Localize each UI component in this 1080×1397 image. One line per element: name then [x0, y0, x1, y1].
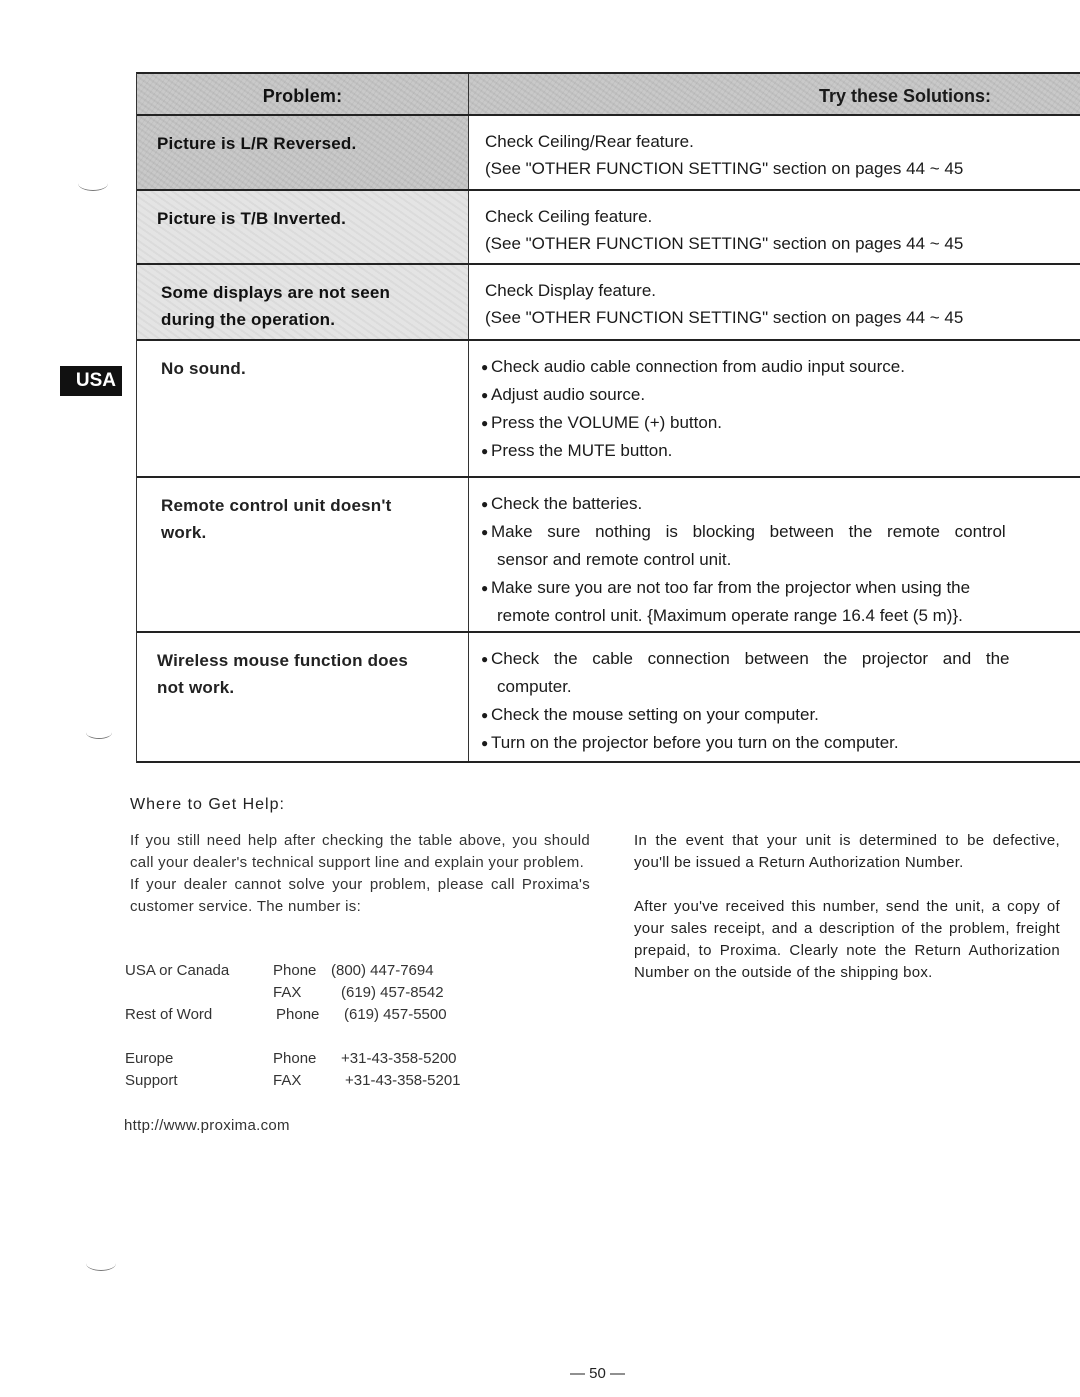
problem-cell [137, 633, 469, 761]
solution-text: Check the cable connection between the projector and the [491, 649, 1010, 668]
troubleshooting-table [136, 72, 1080, 763]
table-row [137, 191, 1080, 265]
help-paragraph: If your dealer cannot solve your problem, please call Proxima's customer service. The number is: [130, 876, 590, 915]
contact-region: USA or Canada [125, 962, 230, 979]
contact-region [125, 982, 273, 1004]
help-paragraph: After you've received this number, send the unit, a copy of your sales receipt, and a description of the problem, freight prepaid, to Proxima. Clearly note the Return Authorization Number on the outside of the shipping box. [634, 898, 1060, 981]
contact-type: FAX [273, 984, 302, 1001]
solution-text: Turn on the projector before you turn on the computer. [491, 733, 899, 752]
problem-cell [137, 341, 469, 476]
website-link[interactable]: http://www.proxima.com [124, 1117, 290, 1134]
solution-continuation: remote control unit. {Maximum operate range 16.4 feet (5 m)}. [497, 606, 963, 625]
solution-text: Press the VOLUME (+) button. [491, 413, 723, 432]
bullet-icon: ● [481, 525, 489, 539]
page-number: — 50 — [570, 1365, 626, 1382]
table-row [137, 265, 1080, 341]
solution-text: Check the mouse setting on your computer. [491, 705, 819, 724]
contact-type: Phone [273, 1050, 317, 1067]
solution-text: Make sure you are not too far from the projector when using the [491, 578, 971, 597]
problem-cell [137, 265, 469, 339]
bullet-icon: ● [481, 444, 489, 458]
solution-cell [469, 265, 1080, 339]
solution-line: Check Ceiling feature. [485, 207, 653, 226]
table-row [137, 116, 1080, 191]
contact-region: Europe [125, 1050, 174, 1067]
solution-cell [469, 478, 1080, 631]
contact-region: Rest of Word [125, 1006, 213, 1023]
solution-line: (See "OTHER FUNCTION SETTING" section on pages 44 ~ 45 [485, 159, 964, 178]
contact-row [125, 1004, 461, 1026]
problem-text: work. [161, 523, 207, 542]
solution-bullet [481, 381, 1080, 409]
solution-bullet [481, 645, 1080, 673]
bullet-icon: ● [481, 736, 489, 750]
solution-bullet [481, 409, 1080, 437]
solution-line: Check Ceiling/Rear feature. [485, 132, 694, 151]
solution-cell [469, 341, 1080, 476]
column-header-problem: Problem: [137, 74, 469, 114]
bullet-icon: ● [481, 416, 489, 430]
contact-row [125, 1048, 461, 1070]
contact-list [125, 960, 461, 1092]
solution-text: Check audio cable connection from audio input source. [491, 357, 905, 376]
solution-text: Check the batteries. [491, 494, 643, 513]
solution-line: (See "OTHER FUNCTION SETTING" section on pages 44 ~ 45 [485, 234, 964, 253]
help-intro [130, 830, 590, 918]
contact-number: (619) 457-5500 [344, 1006, 447, 1023]
contact-number: (619) 457-8542 [341, 984, 444, 1001]
contact-number: (800) 447-7694 [331, 962, 434, 979]
problem-text: No sound. [161, 359, 246, 378]
column-header-solutions: Try these Solutions: [469, 74, 1080, 114]
solution-text: Press the MUTE button. [491, 441, 673, 460]
table-header-row [137, 74, 1080, 116]
contact-row [125, 1070, 461, 1092]
problem-cell [137, 116, 469, 189]
solution-bullet [481, 518, 1080, 546]
help-paragraph: In the event that your unit is determined to be defective, you'll be issued a Return Authorization Number. [634, 832, 1060, 871]
table-row [137, 341, 1080, 478]
bullet-icon: ● [481, 497, 489, 511]
table-row [137, 633, 1080, 763]
solution-bullet [481, 701, 1080, 729]
solution-cell [469, 191, 1080, 263]
solution-bullet [481, 490, 1080, 518]
problem-text: Wireless mouse function does [157, 651, 409, 670]
problem-text: Picture is L/R Reversed. [157, 134, 357, 153]
bullet-icon: ● [481, 388, 489, 402]
bullet-icon: ● [481, 360, 489, 374]
solution-bullet [481, 437, 1080, 465]
solution-text: Adjust audio source. [491, 385, 646, 404]
contact-type: Phone [273, 962, 317, 979]
problem-text: not work. [157, 678, 235, 697]
solution-text: Make sure nothing is blocking between the remote control [491, 522, 1006, 541]
solution-bullet [481, 729, 1080, 757]
contact-number: +31-43-358-5200 [341, 1050, 457, 1067]
solution-continuation: sensor and remote control unit. [497, 550, 732, 569]
scan-artifact [86, 1256, 116, 1271]
scan-artifact [86, 726, 112, 739]
region-tab-usa: USA [60, 366, 122, 396]
solution-line: Check Display feature. [485, 281, 657, 300]
contact-type: FAX [273, 1072, 302, 1089]
contact-type: Phone [276, 1006, 320, 1023]
solution-line: (See "OTHER FUNCTION SETTING" section on pages 44 ~ 45 [485, 308, 964, 327]
problem-cell [137, 478, 469, 631]
solution-cell [469, 116, 1080, 189]
contact-row [125, 960, 461, 982]
help-section-title: Where to Get Help: [130, 796, 285, 813]
help-paragraph: If you still need help after checking the table above, you should call your dealer's technical support line and explain your problem. [130, 832, 590, 871]
bullet-icon: ● [481, 652, 489, 666]
problem-cell [137, 191, 469, 263]
return-info [634, 830, 1060, 984]
solution-continuation: computer. [497, 677, 572, 696]
contact-number: +31-43-358-5201 [345, 1072, 461, 1089]
problem-text: Remote control unit doesn't [161, 496, 392, 515]
solution-bullet [481, 353, 1080, 381]
bullet-icon: ● [481, 708, 489, 722]
solution-cell [469, 633, 1080, 761]
solution-bullet [481, 574, 1080, 602]
table-row [137, 478, 1080, 633]
bullet-icon: ● [481, 581, 489, 595]
problem-text: during the operation. [161, 310, 336, 329]
scan-artifact [78, 176, 108, 191]
problem-text: Picture is T/B Inverted. [157, 209, 347, 228]
contact-row [125, 982, 461, 1004]
problem-text: Some displays are not seen [161, 283, 391, 302]
contact-region: Support [125, 1072, 178, 1089]
